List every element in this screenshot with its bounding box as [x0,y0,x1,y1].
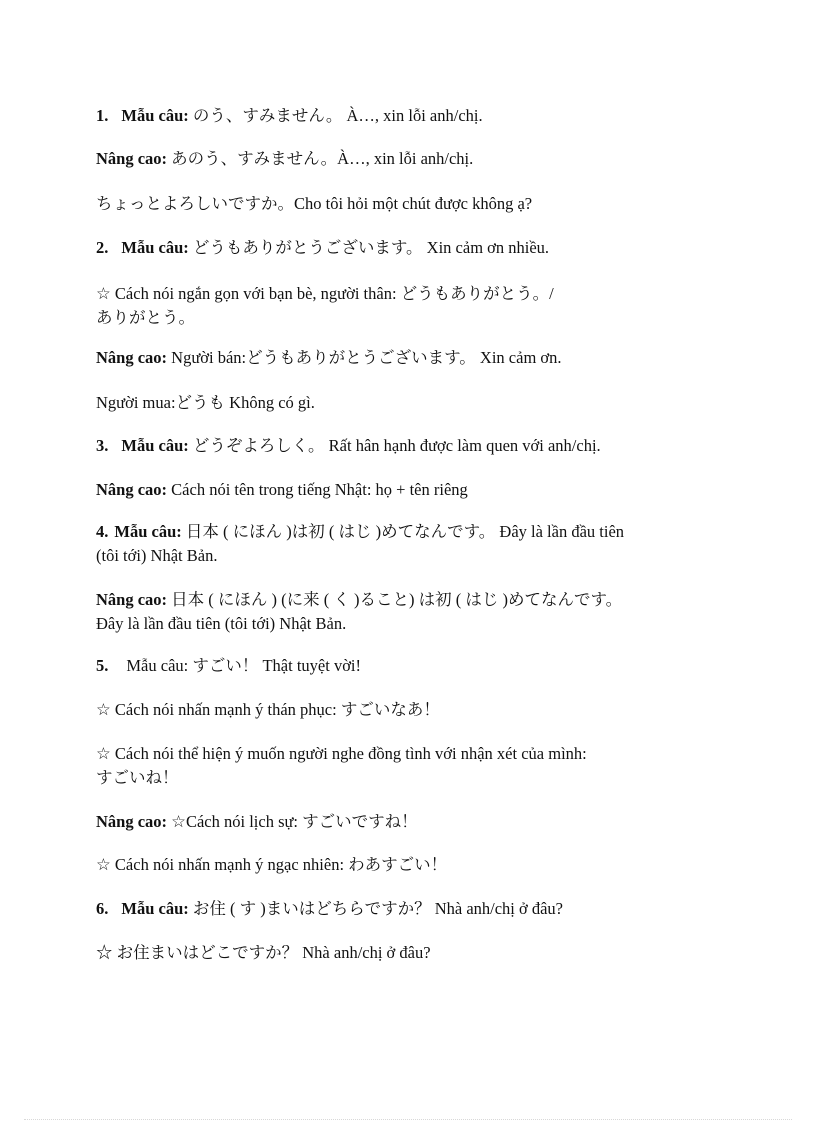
item-number: 2. [96,238,109,257]
paragraph-7 [96,391,736,415]
paragraph-text: あのう、すみません。À…, xin lỗi anh/chị. [167,149,474,168]
paragraph-18 [96,941,736,965]
page-bottom-divider [24,1119,792,1120]
paragraph-text: どうぞよろしく。 Rất hân hạnh được làm quen với anh/chị. [188,436,601,455]
nang-cao-label: Nâng cao: [96,149,168,168]
paragraph-text: Người mua:どうも Không có gì. [96,393,315,412]
paragraph-text: ちょっとよろしいですか。Cho tôi hỏi một chút được không ạ? [96,194,533,213]
paragraph-text-continued: (tôi tới) Nhật Bản. [96,546,218,565]
nang-cao-label: Nâng cao: [96,348,168,367]
item-number: 6. [96,899,109,918]
paragraph-text-continued: すごいね！ [96,768,179,787]
paragraph-12 [96,654,736,678]
mau-cau-label: Mẫu câu: [121,238,189,257]
paragraph-text: ☆ Cách nói ngắn gọn với bạn bè, người thân: どうもありがとう。/ [96,284,554,303]
item-number: 3. [96,436,109,455]
item-number: 4. [96,522,109,541]
paragraph-text: 日本 ( にほん )は初 ( はじ )めてなんです。 Đây là lần đầu tiên [181,522,625,541]
paragraph-2 [96,147,736,171]
item-number: 5. [96,656,109,675]
paragraph-16 [96,853,736,877]
mau-cau-label: Mẫu câu: [114,522,182,541]
paragraph-17 [96,897,736,921]
paragraph-text: ☆ お住まいはどこですか？ Nhà anh/chị ở đâu? [96,943,431,962]
mau-cau-label: Mẫu câu: [121,899,189,918]
paragraph-text: ☆ Cách nói nhấn mạnh ý ngạc nhiên: わあすごい！ [96,855,448,874]
paragraph-text: お住 ( す )まいはどちらですか？ Nhà anh/chị ở đâu? [188,899,564,918]
paragraph-text: のう、すみません。 À…, xin lỗi anh/chị. [188,106,483,125]
paragraph-9 [96,478,736,502]
paragraph-1 [96,104,736,128]
paragraph-10 [96,520,736,568]
paragraph-text-continued: ありがとう。 [96,308,195,327]
paragraph-13 [96,698,736,722]
nang-cao-label: Nâng cao: [96,590,168,609]
paragraph-4 [96,236,736,260]
paragraph-15 [96,810,736,834]
paragraph-text: Cách nói tên trong tiếng Nhật: họ + tên riêng [167,480,468,499]
paragraph-5 [96,282,736,330]
mau-cau-label: Mẫu câu: [121,106,189,125]
paragraph-11 [96,588,736,636]
nang-cao-label: Nâng cao: [96,480,168,499]
nang-cao-label: Nâng cao: [96,812,168,831]
paragraph-text: Mẫu câu: すごい！ Thật tuyệt vời! [126,656,362,675]
paragraph-text-continued: Đây là lần đầu tiên (tôi tới) Nhật Bản. [96,614,347,633]
mau-cau-label: Mẫu câu: [121,436,189,455]
paragraph-text: どうもありがとうございます。 Xin cảm ơn nhiều. [188,238,550,257]
paragraph-text: 日本 ( にほん ) (に来 ( く )ること) は初 ( はじ )めてなんです。 [167,590,623,609]
paragraph-3 [96,192,736,216]
paragraph-text: Người bán:どうもありがとうございます。 Xin cảm ơn. [167,348,562,367]
paragraph-6 [96,346,736,370]
item-number: 1. [96,106,109,125]
paragraph-text: ☆ Cách nói thể hiện ý muốn người nghe đồng tình với nhận xét của mình: [96,744,587,763]
paragraph-text: ☆ Cách nói nhấn mạnh ý thán phục: すごいなあ！ [96,700,440,719]
paragraph-text: ☆Cách nói lịch sự: すごいですね！ [167,812,418,831]
paragraph-14 [96,742,736,790]
paragraph-8 [96,434,736,458]
